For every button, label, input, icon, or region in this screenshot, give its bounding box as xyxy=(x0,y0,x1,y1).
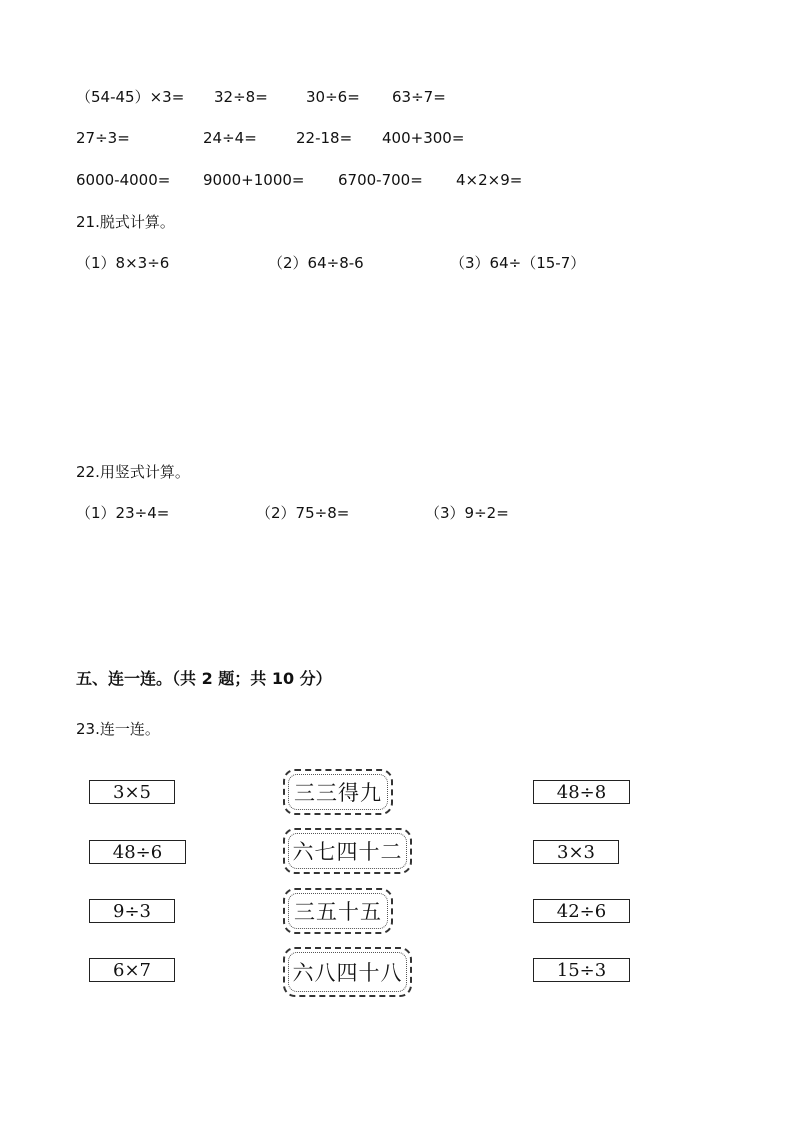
middle-box-3-label: 三五十五 xyxy=(294,900,382,924)
left-box-1[interactable]: 3×5 xyxy=(89,780,175,804)
q21-title: 21.脱式计算。 xyxy=(76,213,175,231)
oral-row1-item1: （54-45）×3= xyxy=(76,88,185,106)
middle-box-4[interactable] xyxy=(283,947,412,997)
left-box-3[interactable]: 9÷3 xyxy=(89,899,175,923)
oral-row1-item3: 30÷6= xyxy=(306,88,360,106)
middle-box-3[interactable] xyxy=(283,888,393,934)
oral-row3-item3: 6700-700= xyxy=(338,171,423,189)
q22-title: 22.用竖式计算。 xyxy=(76,463,190,481)
oral-row2-item2: 24÷4= xyxy=(203,129,257,147)
middle-box-2[interactable] xyxy=(283,828,412,874)
oral-row2-item4: 400+300= xyxy=(382,129,465,147)
oral-row3-item2: 9000+1000= xyxy=(203,171,305,189)
left-box-2[interactable]: 48÷6 xyxy=(89,840,186,864)
oral-row2-item3: 22-18= xyxy=(296,129,353,147)
right-box-3[interactable]: 42÷6 xyxy=(533,899,630,923)
q21-item3: （3）64÷（15-7） xyxy=(450,254,586,272)
right-box-4[interactable]: 15÷3 xyxy=(533,958,630,982)
oral-row3-item4: 4×2×9= xyxy=(456,171,523,189)
oral-row1-item4: 63÷7= xyxy=(392,88,446,106)
q21-item2: （2）64÷8-6 xyxy=(268,254,364,272)
oral-row3-item1: 6000-4000= xyxy=(76,171,171,189)
middle-box-1-label: 三三得九 xyxy=(294,781,382,805)
q22-item1: （1）23÷4= xyxy=(76,504,170,522)
right-box-2[interactable]: 3×3 xyxy=(533,840,619,864)
right-box-1[interactable]: 48÷8 xyxy=(533,780,630,804)
middle-box-4-label: 六八四十八 xyxy=(292,961,403,985)
section5-title: 五、连一连。（共 2 题；共 10 分） xyxy=(76,669,332,688)
q22-item3: （3）9÷2= xyxy=(425,504,509,522)
oral-row2-item1: 27÷3= xyxy=(76,129,130,147)
left-box-4[interactable]: 6×7 xyxy=(89,958,175,982)
q22-item2: （2）75÷8= xyxy=(256,504,350,522)
middle-box-1[interactable] xyxy=(283,769,393,815)
oral-row1-item2: 32÷8= xyxy=(214,88,268,106)
q21-item1: （1）8×3÷6 xyxy=(76,254,170,272)
q23-title: 23.连一连。 xyxy=(76,720,160,738)
middle-box-2-label: 六七四十二 xyxy=(292,840,403,864)
